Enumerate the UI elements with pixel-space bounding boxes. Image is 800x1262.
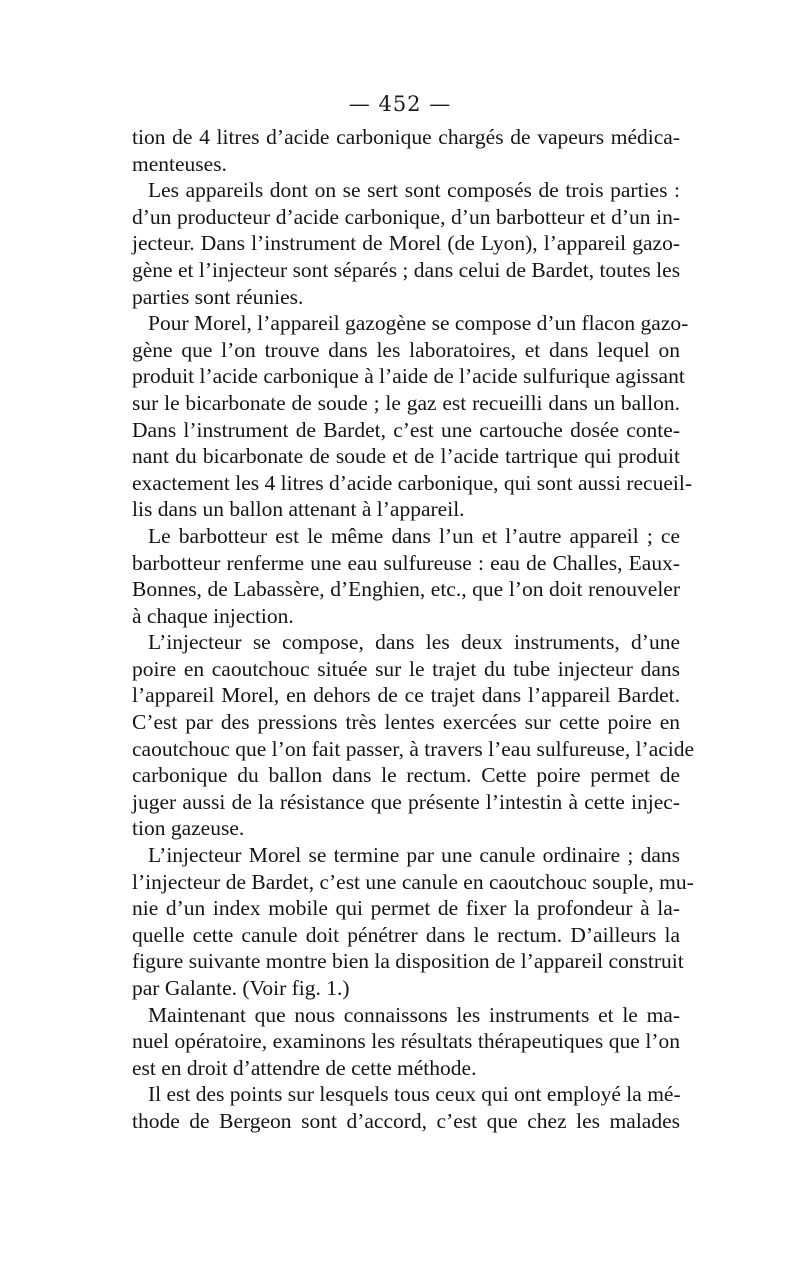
text-line: menteuses. xyxy=(132,151,227,176)
text-line: nuel opératoire, examinons les résultats thérapeutiques que l’on xyxy=(132,1029,680,1054)
text-line: lis dans un ballon attenant à l’appareil. xyxy=(132,497,465,522)
text-line: Maintenant que nous connaissons les instruments et le ma- xyxy=(148,1002,680,1027)
text-line: l’appareil Morel, en dehors de ce trajet dans l’appareil Bardet. xyxy=(132,683,680,708)
text-line: par Galante. (Voir fig. 1.) xyxy=(132,976,350,1000)
text-line: poire en caoutchouc située sur le trajet du tube injecteur dans xyxy=(132,656,680,681)
text-line: nie d’un index mobile qui permet de fixer la profondeur à la- xyxy=(132,896,680,921)
body-text xyxy=(132,124,695,1135)
text-line: Pour Morel, l’appareil gazogène se compose d’un flacon gazo- xyxy=(148,311,689,336)
text-line: Il est des points sur lesquels tous ceux qui ont employé la mé- xyxy=(148,1082,681,1107)
text-line: produit l’acide carbonique à l’aide de l’acide sulfurique agissant xyxy=(132,364,685,389)
text-line: barbotteur renferme une eau sulfureuse : eau de Challes, Eaux- xyxy=(132,550,680,575)
text-line: Dans l’instrument de Bardet, c’est une cartouche dosée conte- xyxy=(132,417,680,442)
text-line: sur le bicarbonate de soude ; le gaz est recueilli dans un ballon. xyxy=(132,390,680,415)
text-line: est en droit d’attendre de cette méthode. xyxy=(132,1055,477,1080)
text-line: nant du bicarbonate de soude et de l’acide tartrique qui produit xyxy=(132,444,680,469)
text-line: thode de Bergeon sont d’accord, c’est que chez les malades xyxy=(132,1108,680,1133)
text-line: gène que l’on trouve dans les laboratoires, et dans lequel on xyxy=(132,337,680,362)
text-line: d’un producteur d’acide carbonique, d’un barbotteur et d’un in- xyxy=(132,204,680,229)
text-line: C’est par des pressions très lentes exercées sur cette poire en xyxy=(132,710,680,735)
text-line: Bonnes, de Labassère, d’Enghien, etc., que l’on doit renouveler xyxy=(132,577,680,602)
text-line: tion de 4 litres d’acide carbonique chargés de vapeurs médica- xyxy=(132,125,680,149)
text-line: tion gazeuse. xyxy=(132,816,245,841)
text-line: exactement les 4 litres d’acide carbonique, qui sont aussi recueil- xyxy=(132,470,692,495)
text-line: Les appareils dont on se sert sont composés de trois parties : xyxy=(148,178,680,203)
text-line: carbonique du ballon dans le rectum. Cette poire permet de xyxy=(132,763,680,788)
text-line: caoutchouc que l’on fait passer, à travers l’eau sulfureuse, l’acide xyxy=(132,736,695,761)
text-line: gène et l’injecteur sont séparés ; dans celui de Bardet, toutes les xyxy=(132,257,681,282)
text-line: l’injecteur de Bardet, c’est une canule en caoutchouc souple, mu- xyxy=(132,869,694,894)
page-number: — 452 — xyxy=(348,92,452,116)
text-line: L’injecteur se compose, dans les deux instruments, d’une xyxy=(148,630,680,655)
text-line: quelle cette canule doit pénétrer dans le rectum. D’ailleurs la xyxy=(132,922,680,947)
text-line: Le barbotteur est le même dans l’un et l’autre appareil ; ce xyxy=(148,523,680,548)
text-line: figure suivante montre bien la disposition de l’appareil construit xyxy=(132,949,684,974)
text-line: jecteur. Dans l’instrument de Morel (de Lyon), l’appareil gazo- xyxy=(132,231,680,256)
text-line: parties sont réunies. xyxy=(132,284,304,309)
text-line: à chaque injection. xyxy=(132,603,294,628)
text-line: juger aussi de la résistance que présente l’intestin à cette injec- xyxy=(132,789,680,814)
text-line: L’injecteur Morel se termine par une canule ordinaire ; dans xyxy=(148,843,680,868)
